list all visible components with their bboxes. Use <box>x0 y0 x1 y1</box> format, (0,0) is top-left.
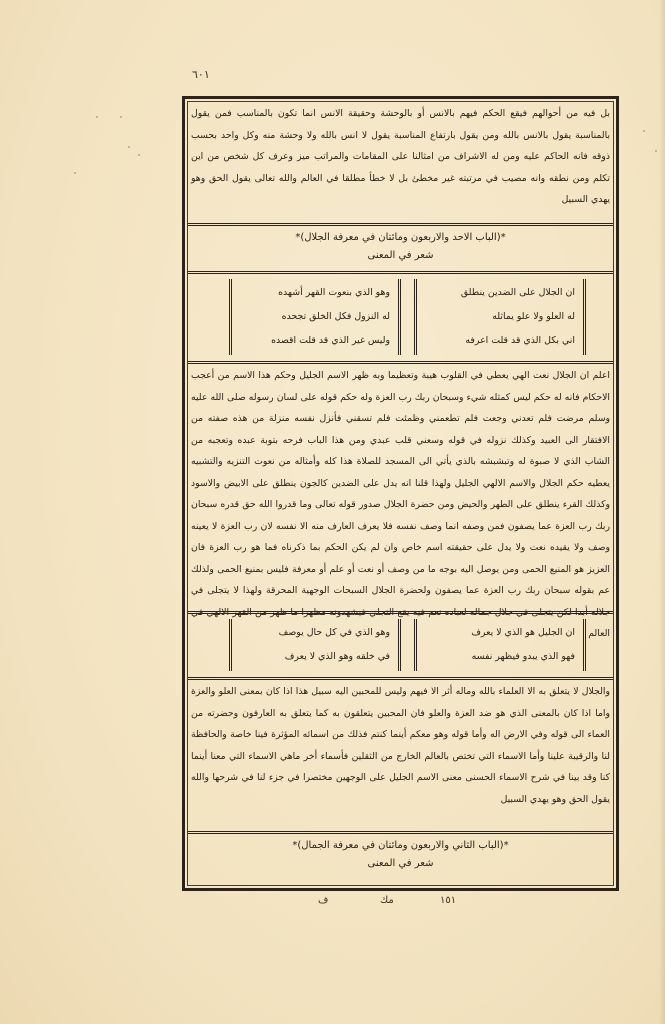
poem-verse: وليس غير الذي قد قلت اقصده <box>271 335 390 346</box>
section-divider <box>188 361 613 364</box>
poem-verse: اني بكل الذي قد قلت اعرفه <box>465 335 575 346</box>
poem-verse: وهو الذي في كل حال يوصف <box>278 627 390 638</box>
poem-left-column <box>229 619 401 671</box>
poem-right-column <box>414 279 586 355</box>
chapter-title: *(الباب الثاني والاربعون ومائتان في معرفة الجمال)* <box>292 840 509 851</box>
paper-speck <box>96 116 98 118</box>
intro-paragraph: بل فيه من أحوالهم فيقع الحكم فيهم بالانس أو بالوحشة وحقيقة الانس انما تكون بالمناسب فمن يقول بالمناسبة يقول بالانس بالله ومن يقول بارتفاع المناسبة يقول لا انس بالله ولا وحشة منه وكل واحد بحسب ذوقه فانه الحاكم عليه ومن له الاشراف من امثالنا على المقامات والمراتب ميز وعرف كل شخص من اين تكلم ومن نطقه وانه مصيب في مرتبته غير مخطئ بل لا خطأ مطلقا في العالم والله تعالى يقول الحق وهو يهدي السبيل <box>191 108 610 205</box>
chapter-241-body: اعلم ان الجلال نعت الهي يعطي في القلوب هيبة وتعظيما وبه ظهر الاسم الجليل وحكم هذا الاسم من أعجب الاحكام فانه له حكم ليس كمثله شيء وسبحان ربك رب العزة وله حكم قوله على لسان رسوله صلى الله عليه وسلم مرضت فلم تعدني وجعت فلم تطعمني وظمئت فلم تسقني فأنزل نفسه منزلة من هذه صفته من الافتقار الى العبيد وكذلك نزوله في قوله وسعني قلب عبدي ومن هذا الباب فرحه بتوبة عبده وتعجبه من الشاب الذي لا صبوة له وتبشبشه بالذي يأتي الى المسجد للصلاة هذا كله وأمثاله من نعوت التنزيه والتشبيه يعطيه حكم الجلال والاسم الالهي الجليل ولهذا قلنا انه يدل على الضدين كالجون ينطلق على الابيض والاسود وكذلك القرء ينطلق على الطهر والحيض ومن حضرة الجلال صدور قوله تعالى وما قدروا الله حق قدره سبحان ربك رب العزة عما يصفون فمن وصفه انما وصف نفسه فلا يعرف العارف منه الا نفسه لان رب العزة لا يعينه وصف ولا يقيده نعت ولا يدل على حقيقته اسم خاص وان لم يكن الحكم بما ذكرناه فما هو رب العزة فان العزيز هو المنيع الحمى ومن يوصل اليه بوجه ما من وصف أو نعت أو علم أو معرفة فليس بمنيع الحمى ولذلك عم بقوله سبحان ربك رب العزة عما يصفون ولحضرة الجلال السبحات الوجهية المحرقة ولهذا لا يتجلى في جلاله أبدا لكن يتجلى في جلال جماله لعباده نعم فيه يقع التجلي فيشهدونه مظهرا ما ظهر من القهر الالهي في العالم <box>191 370 610 639</box>
text-frame <box>182 96 619 891</box>
page-footer-signature <box>0 895 665 915</box>
signature-number: ١٥١ <box>440 895 457 906</box>
chapter-241-heading <box>185 229 616 265</box>
page-number: ٦٠١ <box>192 68 210 81</box>
chapter-subtitle: شعر في المعنى <box>367 858 434 869</box>
poem-verse: في خلقه وهو الذي لا يعرف <box>284 651 390 662</box>
section-divider <box>188 831 613 834</box>
section-divider <box>188 611 613 614</box>
poem-verse: فهو الذي يبدو فيظهر نفسه <box>471 651 575 662</box>
signature-middle: مك <box>380 895 394 906</box>
poem-right-column <box>414 619 586 671</box>
paper-speck <box>128 146 130 148</box>
poem-verse: ان الجليل هو الذي لا يعرف <box>471 627 575 638</box>
closing-paragraph: والجلال لا يتعلق به الا العلماء بالله وماله أثر الا فيهم وليس للمحبين اليه سبيل هذا اذا كان بمعنى العلو والعزة واما اذا كان بالمعنى الذي هو ضد العزة والعلو فان المحبين يتعلقون به كما يتعلق به العارفون وحضرته من العماء الى قوله وفي الارض اله وأما قوله وهو معكم أينما كنتم فذلك من اسمائه المؤثرة فينا خاصة والحافظة لنا والرقيبة علينا وأما الاسماء التي تختص بالعالم الخارج من الثقلين فأسماء أخر ماهي الاسماء التي معنا أينما كنا وقد بينا في شرح الاسماء الحسنى معنى الاسم الجليل على الوجهين مختصرا في جزء لنا في شرحها والله يقول الحق وهو يهدي السبيل <box>191 686 610 805</box>
page-edge-shadow <box>659 0 665 1024</box>
poem-verse: له النزول فكل الخلق تجحده <box>281 311 390 322</box>
poem-verse: ان الجلال على الضدين ينطلق <box>460 287 575 298</box>
section-divider <box>188 223 613 226</box>
poem-block-2 <box>185 615 616 675</box>
poem-left-column <box>229 279 401 355</box>
paper-speck <box>138 154 140 156</box>
section-divider <box>188 271 613 274</box>
chapter-title: *(الباب الاحد والاربعون ومائتان في معرفة الجلال)* <box>295 232 506 243</box>
chapter-242-heading <box>185 837 616 873</box>
section-divider <box>188 677 613 680</box>
signature-left: ف <box>318 895 329 906</box>
paper-speck <box>643 130 645 132</box>
paper-speck <box>120 116 122 118</box>
poem-block <box>185 275 616 359</box>
poem-verse: له العلو ولا علو يماثله <box>492 311 575 322</box>
chapter-subtitle: شعر في المعنى <box>367 250 434 261</box>
poem-verse: وهو الذي بنعوت القهر أشهده <box>278 287 390 298</box>
paper-speck <box>74 172 76 174</box>
paper-speck <box>655 150 657 152</box>
